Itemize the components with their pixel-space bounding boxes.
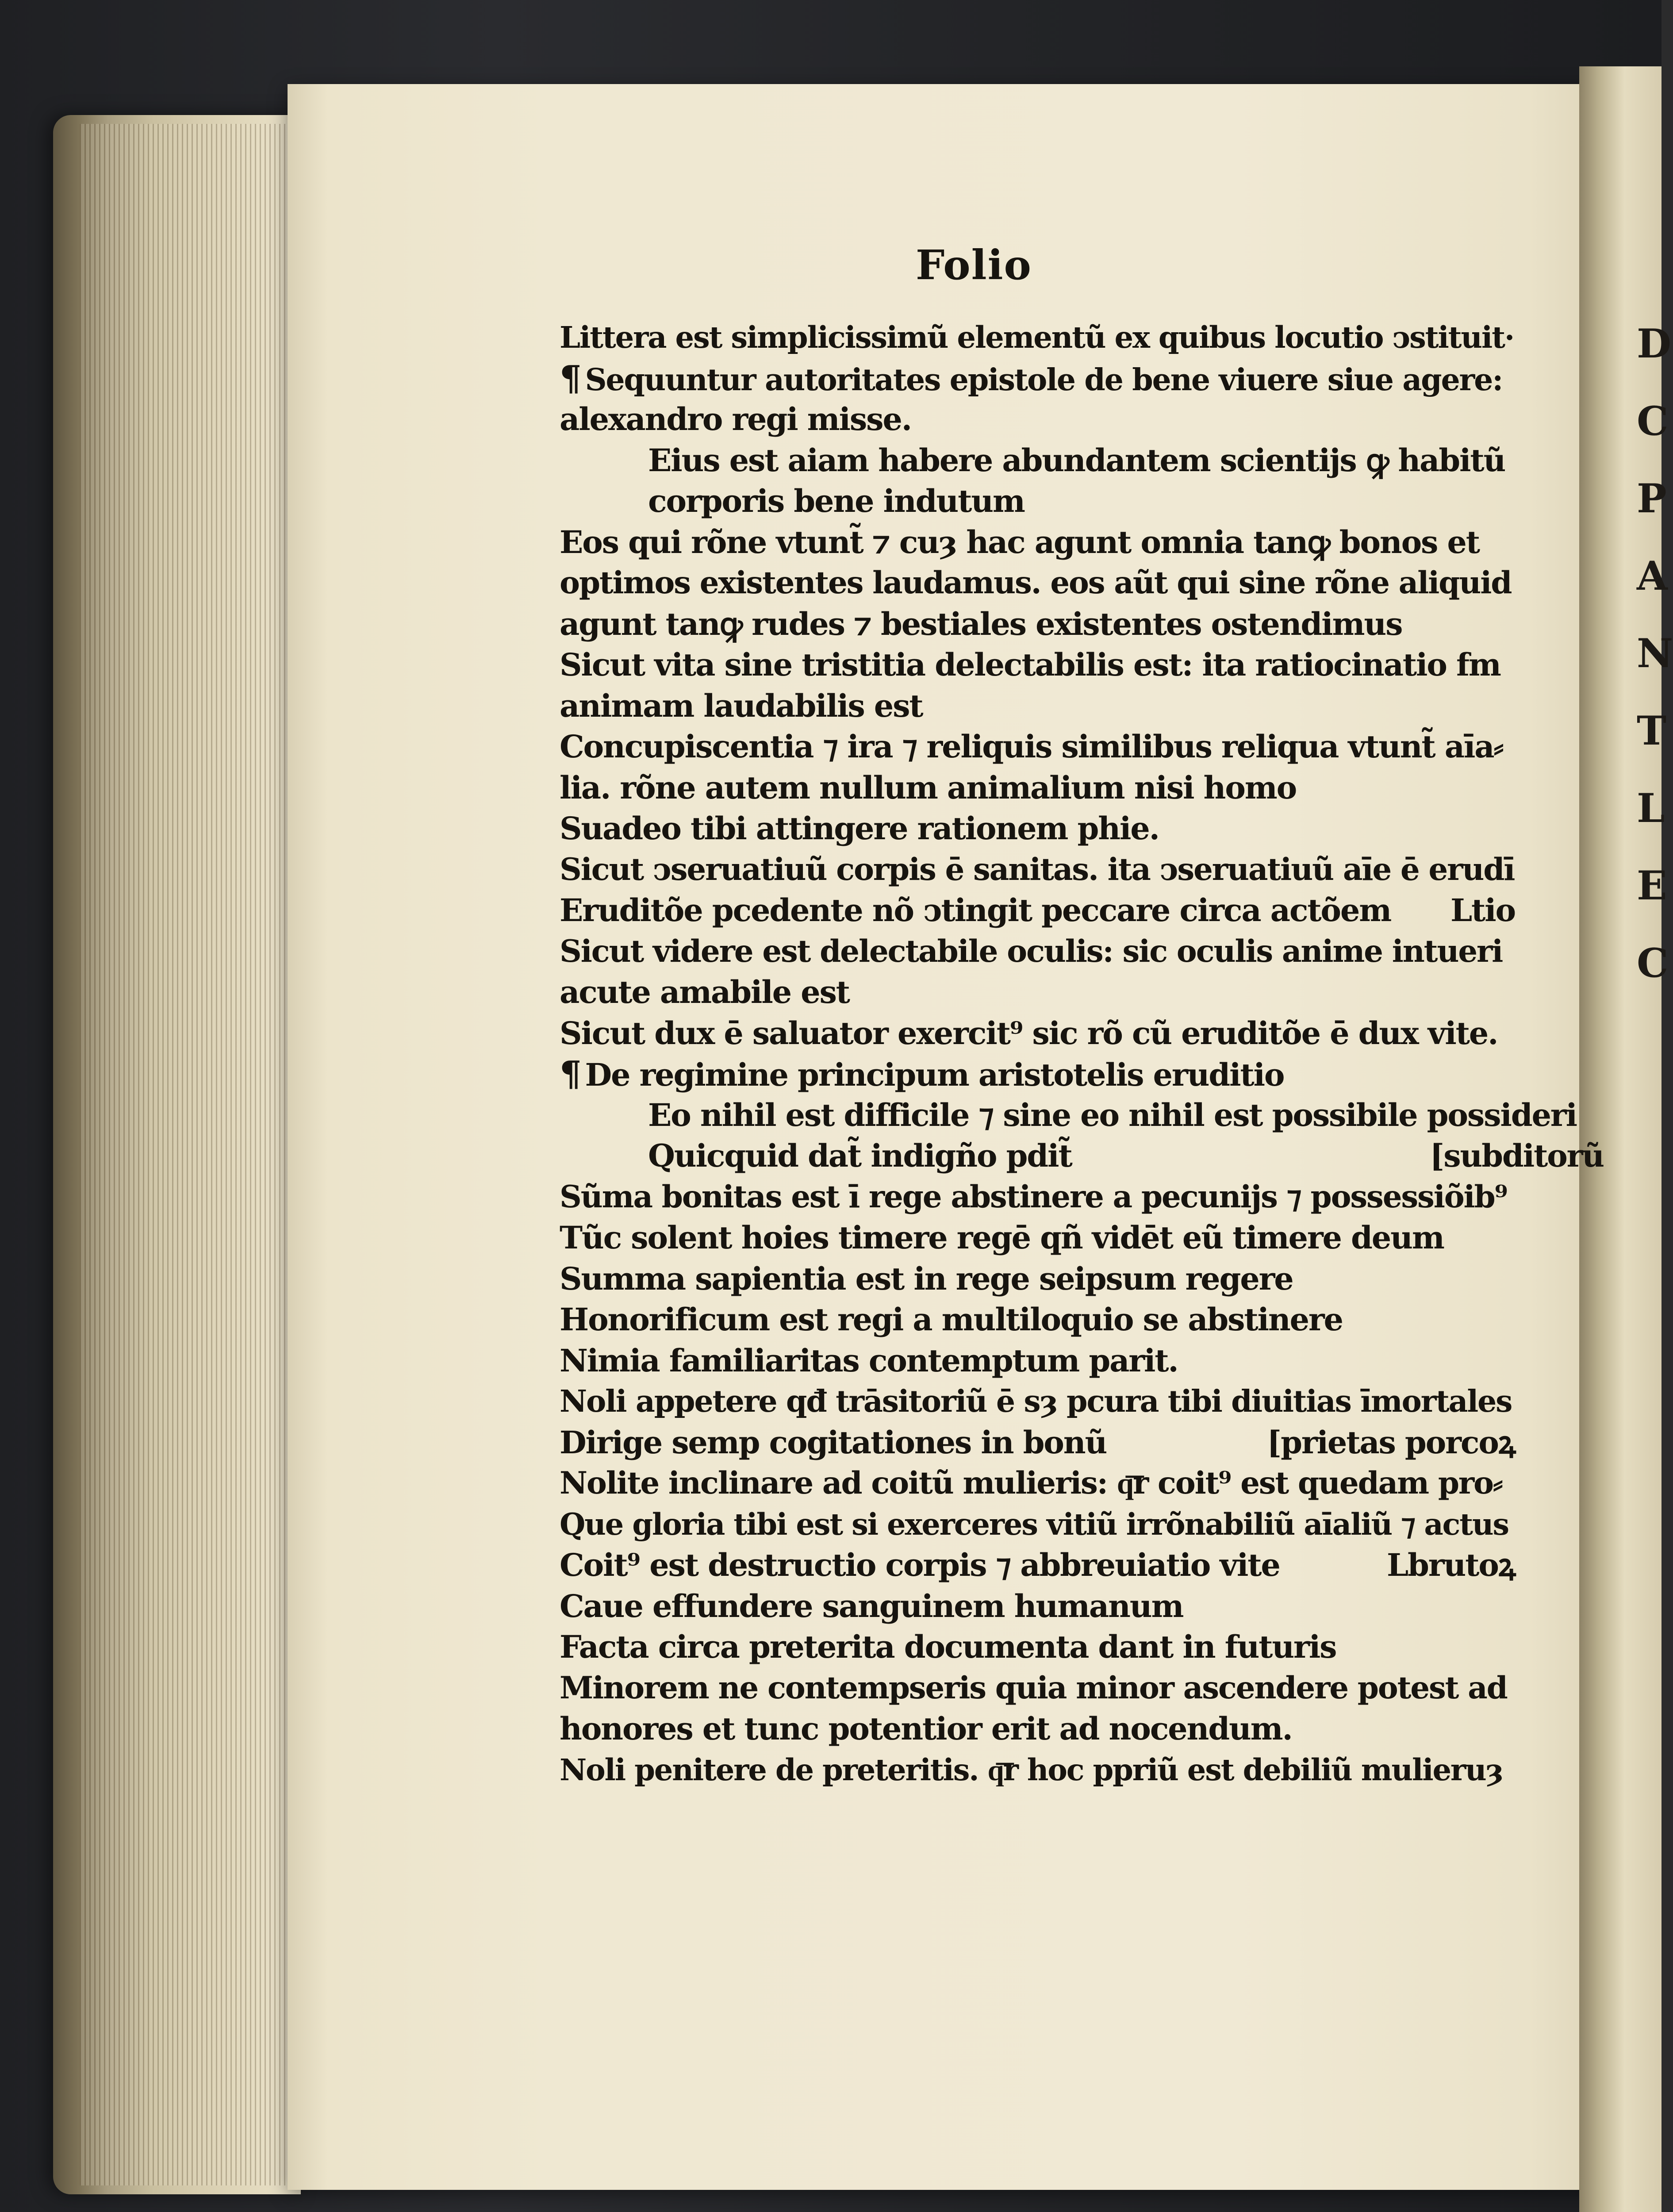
text-line [560,1177,1515,1217]
text-line [560,1627,1515,1667]
line-text: Littera est simplicissimũ elementũ ex quibus locutio ↄstituit· [560,320,1514,355]
text-line [560,727,1515,767]
text-line [560,522,1515,562]
page-leaves [80,124,292,2185]
line-tail-fragment: [prietas porcoꝝ [1267,1424,1515,1461]
text-line [560,563,1515,603]
running-head: Folio [916,241,1032,289]
text-line [648,1095,1604,1135]
line-text: Noli appetere qđ trāsitoriũ ē sȝ pcura tibi diuitias īmortales [560,1384,1512,1419]
text-line [560,1382,1515,1421]
facing-initial: N [1637,630,1673,677]
facing-page-initials [1637,305,1673,1002]
text-line [560,1054,1515,1094]
facing-initial: A [1637,553,1668,599]
text-line [560,1505,1515,1544]
text-line [560,1586,1515,1626]
line-text: Eius est aiam habere abundantem scientijs ꝙ habitũ [648,442,1505,479]
facing-initial: C [1637,398,1669,445]
line-text: corporis bene indutum [648,483,1025,519]
facing-initial: C [1637,940,1669,987]
line-text: optimos existentes laudamus. eos aũt qui sine rõne aliquid [560,565,1512,601]
line-text: Quicquid dat̃ indigño pdit̃ [648,1137,1072,1174]
facing-initial: L [1637,785,1665,832]
facing-initial: T [1637,707,1666,754]
line-text: Sequuntur autoritates epistole de bene viuere siue agere: [585,362,1503,398]
text-line [648,1136,1604,1176]
line-text: Coit⁹ est destructio corpis ⁊ abbreuiatio vite [560,1547,1280,1583]
text-line [648,441,1604,480]
line-text: Tũc solent hoies timere regē qñ vidēt eũ timere deum [560,1219,1444,1256]
text-line [560,1218,1515,1258]
line-text: acute amabile est [560,974,849,1010]
text-line [560,932,1515,972]
text-line [560,359,1515,399]
line-text: animam laudabilis est [560,687,923,724]
facing-initial: P [1637,475,1667,522]
text-line [560,1341,1515,1381]
text-line [560,318,1515,357]
text-line [560,1300,1515,1340]
text-line [560,1668,1515,1708]
pilcrow-mark: ¶ [560,358,581,399]
text-line [560,1014,1515,1053]
line-text: Sicut videre est delectabile oculis: sic oculis anime intueri [560,933,1503,969]
text-line [560,645,1515,685]
text-line [560,604,1515,644]
text-line [560,1545,1515,1585]
line-tail-fragment: [subditorũ [1430,1137,1604,1174]
line-text: Minorem ne contempseris quia minor ascendere potest ad [560,1670,1507,1706]
line-text: Sũma bonitas est ī rege abstinere a pecunijs ⁊ possessiõib⁹ [560,1179,1507,1215]
text-line [560,809,1515,849]
line-text: Dirige semp cogitationes in bonũ [560,1424,1107,1461]
line-text: Sicut vita sine tristitia delectabilis est: ita ratiocinatio fm [560,646,1500,683]
text-line [560,1259,1515,1299]
line-text: Eos qui rõne vtunt̃ ⁊ cuȝ hac agunt omnia tanꝙ bonos et [560,523,1479,561]
line-text: Facta circa preterita documenta dant in futuris [560,1628,1336,1665]
line-text: honores et tunc potentior erit ad nocendum. [560,1710,1292,1747]
line-text: Summa sapientia est in rege seipsum regere [560,1260,1293,1297]
text-line [648,481,1604,521]
pilcrow-mark: ¶ [560,1054,581,1094]
text-line [560,686,1515,726]
text-line [560,768,1515,808]
line-text: Eruditõe pcedente nõ ↄtingit peccare circa actõem [560,892,1391,929]
line-text: Nolite inclinare ad coitũ mulieris: q͞r coit⁹ est quedam pro⸗ [560,1465,1502,1501]
line-text: Eo nihil est difficile ⁊ sine eo nihil est possibile possideri [648,1096,1577,1133]
line-text: Caue effundere sanguinem humanum [560,1587,1183,1624]
line-text: Concupiscentia ⁊ ira ⁊ reliquis similibus reliqua vtunt̃ aīa⸗ [560,728,1503,765]
facing-initial: D [1637,320,1672,367]
line-text: Sicut dux ē saluator exercit⁹ sic rõ cũ eruditõe ē dux vite. [560,1014,1498,1052]
line-text: Sicut ↄseruatiuũ corpis ē sanitas. ita ↄseruatiuũ aīe ē erudī [560,851,1515,887]
book-page-edges [53,115,301,2194]
line-text: agunt tanꝙ rudes ⁊ bestiales existentes ostendimus [560,605,1402,642]
facing-initial: E [1637,862,1667,909]
line-text: Noli penitere de preteritis. q͞r hoc ppriũ est debiliũ mulieruȝ [560,1752,1503,1787]
text-line [560,972,1515,1012]
line-text: Suadeo tibi attingere rationem phie. [560,810,1159,847]
text-line [560,1709,1515,1749]
text-line [560,1750,1515,1790]
text-line [560,850,1515,890]
text-line [560,1423,1515,1463]
line-text: Que gloria tibi est si exerceres vitiũ irrõnabiliũ aīaliũ ⁊ actus [560,1506,1508,1542]
line-text: Honorificum est regi a multiloquio se abstinere [560,1301,1343,1338]
line-text: alexandro regi misse. [560,401,911,438]
line-text: lia. rõne autem nullum animalium nisi homo [560,769,1297,806]
text-line [560,1463,1515,1503]
text-line [560,891,1515,930]
line-tail-fragment: Lbrutoꝝ [1386,1547,1515,1583]
line-text: Nimia familiaritas contemptum parit. [560,1342,1178,1379]
line-tail-fragment: Ltio [1450,892,1515,929]
text-line [560,399,1515,439]
line-text: De regimine principum aristotelis eruditio [585,1056,1284,1093]
